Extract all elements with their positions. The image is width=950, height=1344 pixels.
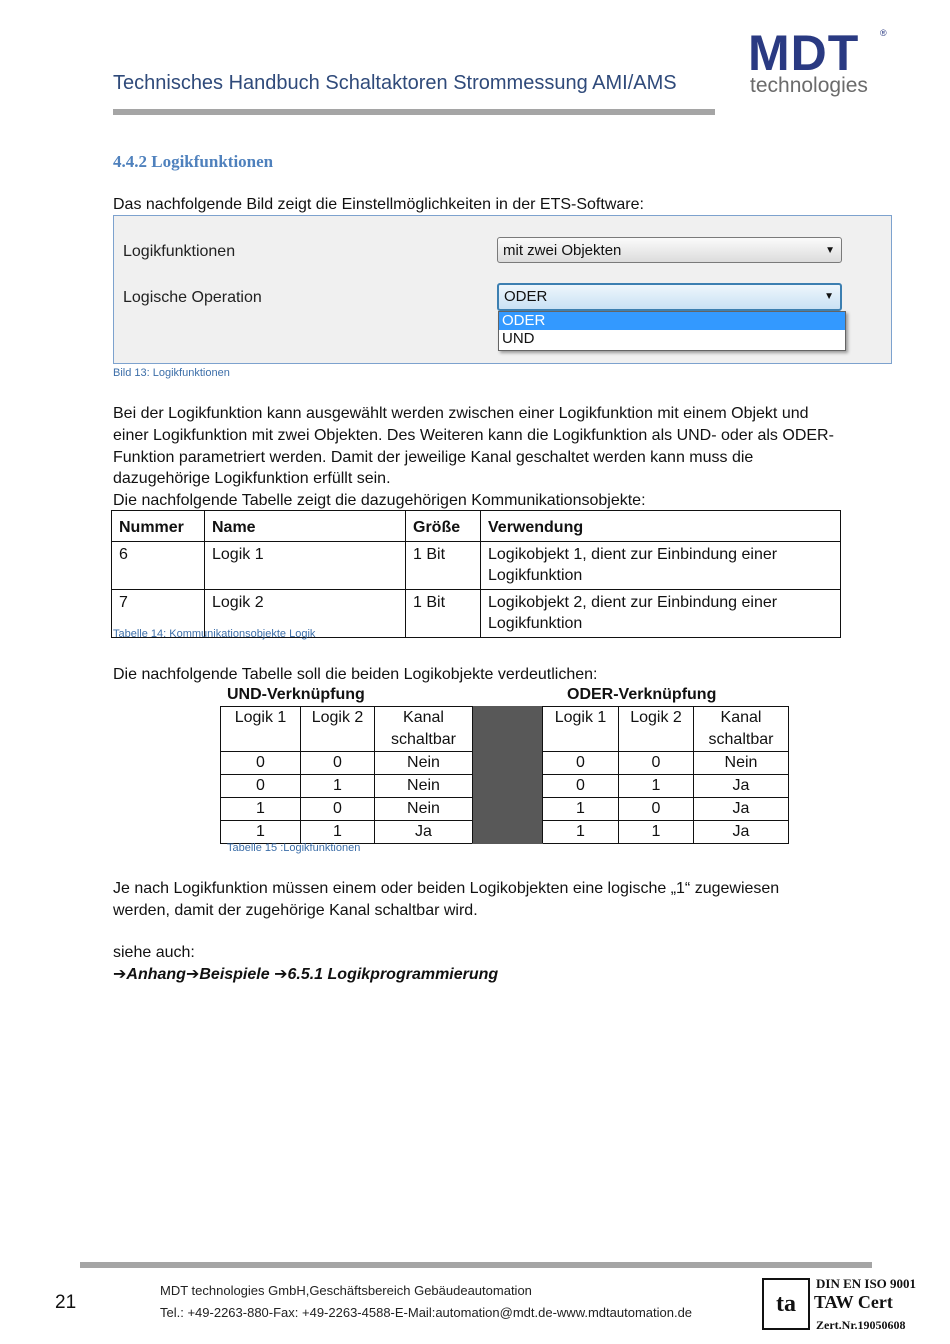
body-line: werden, damit der zugehörige Kanal schaltbar wird. <box>113 901 478 919</box>
table-cell: 1 <box>301 775 375 798</box>
logische-operation-label: Logische Operation <box>123 289 262 306</box>
table-cell <box>481 589 841 637</box>
header-line: Kanal <box>403 709 444 726</box>
logikfunktionen-select[interactable] <box>497 237 842 263</box>
link-logikprogrammierung[interactable]: 6.5.1 Logikprogrammierung <box>287 966 499 983</box>
column-header: Logik 2 <box>619 707 694 752</box>
cell-line: Logikobjekt 1, dient zur Einbindung einer <box>488 545 778 563</box>
table-cell: 1 <box>543 821 619 844</box>
column-header: Logik 1 <box>543 707 619 752</box>
cert-name: TAW Cert <box>814 1292 893 1312</box>
column-header: Logik 1 <box>221 707 301 752</box>
table-cell: 6 <box>112 541 205 589</box>
table-cell: 0 <box>619 798 694 821</box>
table-cell: 7 <box>112 589 205 637</box>
see-also-links <box>113 964 498 984</box>
table-cell: Nein <box>375 752 473 775</box>
table-cell: 0 <box>301 798 375 821</box>
table-header-row <box>112 511 841 542</box>
logikfunktionen-label: Logikfunktionen <box>123 243 236 260</box>
table-cell: Logik 1 <box>205 541 406 589</box>
logikfunktionen-value: mit zwei Objekten <box>503 242 622 259</box>
logic-intro-text: Die nachfolgende Tabelle soll die beiden Logikobjekte verdeutlichen: <box>113 666 598 683</box>
document-title: Technisches Handbuch Schaltaktoren Strommessung AMI/AMS <box>113 72 677 94</box>
link-anhang[interactable]: Anhang <box>126 966 186 983</box>
dropdown-option-und[interactable]: UND <box>502 330 535 347</box>
cert-standard: DIN EN ISO 9001 <box>816 1276 917 1291</box>
table-cell: Ja <box>694 775 789 798</box>
table-cell: 1 <box>619 775 694 798</box>
column-header <box>694 707 789 752</box>
body-line: Je nach Logikfunktion müssen einem oder beiden Logikobjekten eine logische „1“ zugewiesen <box>113 880 780 897</box>
table-cell: Nein <box>375 775 473 798</box>
header-line: schaltbar <box>708 731 774 748</box>
table-cell: 1 <box>221 821 301 844</box>
table-cell: Nein <box>375 798 473 821</box>
table-cell: 1 <box>619 821 694 844</box>
intro-text: Das nachfolgende Bild zeigt die Einstellmöglichkeiten in der ETS-Software: <box>113 196 644 213</box>
footer-contact: Tel.: +49-2263-880-Fax: +49-2263-4588-E-Mail:automation@mdt.de-www.mdtautomation.de <box>160 1305 693 1320</box>
column-header: Verwendung <box>481 511 841 542</box>
column-header: Größe <box>406 511 481 542</box>
table-cell: 0 <box>221 752 301 775</box>
table-cell <box>481 541 841 589</box>
arrow-right-icon: ➔ <box>274 966 288 983</box>
body-line: dazugehörige Logikfunktion erfüllt sein. <box>113 470 391 488</box>
cell-line: Logikobjekt 2, dient zur Einbindung einer <box>488 593 778 611</box>
column-header: Name <box>205 511 406 542</box>
table-cell: 1 <box>221 798 301 821</box>
see-also-label: siehe auch: <box>113 944 195 961</box>
table-cell: Ja <box>375 821 473 844</box>
logo-mdt-text: MDT <box>748 25 860 81</box>
header-line: Kanal <box>720 709 762 726</box>
section-heading: 4.4.2 Logikfunktionen <box>113 152 274 171</box>
body-line: Funktion parametriert werden. Damit der jeweilige Kanal geschaltet werden kann muss die <box>113 448 754 466</box>
table-cell: 1 <box>301 821 375 844</box>
table-cell: 0 <box>619 752 694 775</box>
body-line: einer Logikfunktion mit zwei Objekten. Des Weiteren kann die Logikfunktion als UND- oder als ODER- <box>113 426 834 444</box>
table-row <box>112 541 841 589</box>
table-divider <box>473 707 543 844</box>
footer-rule <box>80 1262 872 1268</box>
cell-line: Logikfunktion <box>488 567 583 584</box>
logische-operation-select[interactable] <box>497 283 842 311</box>
column-header: Nummer <box>112 511 205 542</box>
closing-paragraph <box>113 878 779 922</box>
column-header <box>375 707 473 752</box>
table-cell: 0 <box>543 752 619 775</box>
table-cell: Ja <box>694 798 789 821</box>
footer-company: MDT technologies GmbH,Geschäftsbereich Gebäudeautomation <box>160 1283 532 1298</box>
body-line: Bei der Logikfunktion kann ausgewählt werden zwischen einer Logikfunktion mit einem Objekt und <box>113 405 809 422</box>
chevron-down-icon: ▼ <box>824 291 834 302</box>
page-number: 21 <box>55 1292 77 1313</box>
logische-operation-value: ODER <box>504 288 548 305</box>
und-title: UND-Verknüpfung <box>227 686 365 703</box>
header-line: schaltbar <box>391 731 456 748</box>
logic-functions-table <box>220 706 789 844</box>
column-header: Logik 2 <box>301 707 375 752</box>
table-cell: 1 Bit <box>406 541 481 589</box>
header-rule <box>113 109 715 115</box>
table-cell: 0 <box>543 775 619 798</box>
cell-line: Logikfunktion <box>488 615 583 632</box>
table-caption: Tabelle 14: Kommunikationsobjekte Logik <box>113 628 316 640</box>
figure-caption: Bild 13: Logikfunktionen <box>113 367 230 379</box>
table-cell: Ja <box>694 821 789 844</box>
table-cell: 0 <box>221 775 301 798</box>
logo-technologies-text: technologies <box>750 74 868 97</box>
table-caption: Tabelle 15 :Logikfunktionen <box>227 842 361 854</box>
cert-number: Zert.Nr.19050608 <box>816 1318 906 1332</box>
table-cell: Nein <box>694 752 789 775</box>
taw-cert-logo: ta <box>762 1278 810 1330</box>
arrow-right-icon: ➔ <box>113 966 127 983</box>
operation-dropdown-list <box>498 311 846 351</box>
ets-settings-panel <box>113 215 892 364</box>
mdt-logo <box>748 25 888 102</box>
table-cell: Logik 2 <box>205 589 406 637</box>
table-header-row <box>221 707 789 752</box>
logo-registered-mark: ® <box>880 28 887 38</box>
dropdown-option-oder[interactable]: ODER <box>499 312 845 330</box>
table-cell: 0 <box>301 752 375 775</box>
arrow-right-icon: ➔ <box>185 966 200 983</box>
table-cell: 1 Bit <box>406 589 481 637</box>
table-cell: 1 <box>543 798 619 821</box>
communication-objects-table <box>111 510 841 638</box>
body-line: Die nachfolgende Tabelle zeigt die dazugehörigen Kommunikationsobjekte: <box>113 492 646 510</box>
body-paragraph <box>113 403 834 512</box>
chevron-down-icon: ▼ <box>825 245 835 256</box>
link-beispiele[interactable]: Beispiele <box>199 966 270 983</box>
oder-title: ODER-Verknüpfung <box>567 686 717 703</box>
